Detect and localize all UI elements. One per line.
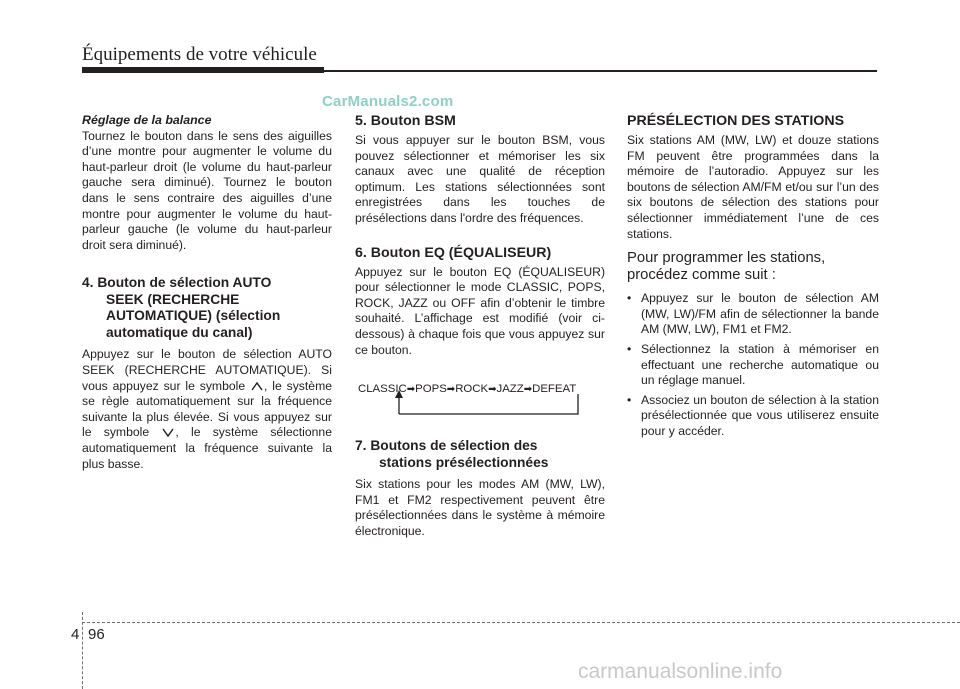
section-4-heading <box>82 275 332 341</box>
programming-steps-list <box>627 291 879 439</box>
watermark-bottom: carmanualsonline.info <box>578 660 783 683</box>
header-rule-thick <box>82 67 324 73</box>
list-item: • Appuyez sur le bouton de sélection AM (MW, LW)/FM afin de sélectionner la bande AM (MW, LW), FM1 et FM2. <box>627 291 879 338</box>
header-rule-thin <box>324 70 877 72</box>
list-item: • Sélectionnez la station à mémoriser en effectuant une recherche automatique ou un réglage manuel. <box>627 342 879 389</box>
section-7-heading-line2: stations présélectionnées <box>379 454 549 470</box>
watermark-top: CarManuals2.com <box>322 93 454 110</box>
section-5-heading: 5. Bouton BSM <box>355 113 456 129</box>
column-left <box>82 113 332 472</box>
footer-divider <box>82 612 83 689</box>
chevron-up-icon <box>250 381 264 391</box>
section-7-paragraph: Six stations pour les modes AM (MW, LW), FM1 et FM2 respectivement peuvent être présélectionnées dans le système à mémoire électronique. <box>355 477 605 538</box>
balance-paragraph: Tournez le bouton dans le sens des aiguilles d’une montre pour augmenter le volume du haut-parleur droit (le volume du haut-parleur gauche sera diminué). Tournez le bouton dans le sens contraire des aiguilles d’une montre pour augmenter le volume du haut-parleur gauche (le volume du haut-parleur droit sera diminué). <box>82 128 332 252</box>
section-4-heading-line3: AUTOMATIQUE) (sélection <box>106 308 281 324</box>
page-header-title: Équipements de votre véhicule <box>82 44 317 65</box>
eq-mode-jazz: JAZZ <box>496 383 524 396</box>
balance-subtitle: Réglage de la balance <box>82 113 212 127</box>
eq-mode-rock: ROCK <box>455 383 489 396</box>
list-item: • Associez un bouton de sélection à la station présélectionnée que vous utiliserez ensuite pour y accéder. <box>627 393 879 440</box>
section-7-heading <box>355 438 605 471</box>
section-4-text-c: , le système sélectionne automatiquement la fréquence suivante la plus basse. <box>82 425 332 471</box>
column-middle <box>355 113 605 540</box>
section-6-heading: 6. Bouton EQ (ÉQUALISEUR) <box>355 244 552 261</box>
section-4-heading-line4: automatique du canal) <box>106 324 253 340</box>
section-4-text-a: Appuyez sur le bouton de sélection AUTO SEEK (RECHERCHE AUTOMATIQUE). Si vous appuyez sur le symbole <box>82 347 332 393</box>
footer-rule <box>82 622 960 623</box>
eq-sequence <box>358 382 576 398</box>
column-right <box>627 113 879 444</box>
page-number: 96 <box>88 626 105 643</box>
chapter-number: 4 <box>71 626 80 643</box>
preset-section-heading: PRÉSÉLECTION DES STATIONS <box>627 113 845 129</box>
eq-mode-diagram <box>355 380 605 428</box>
section-5-paragraph: Si vous appuyer sur le bouton BSM, vous pouvez sélectionner et mémoriser les six canaux avec une qualité de réception optimum. Les stations sélectionnées sont enregistrées dans les touches de présélections dans l'ordre des fréquences. <box>355 133 605 225</box>
section-4-heading-line2: SEEK (RECHERCHE <box>106 291 240 307</box>
eq-mode-defeat: DEFEAT <box>532 383 577 396</box>
section-4-text-b: , le système se règle automatiquement sur la fréquence suivante la plus élevée. Si vous appuyez sur le symbole <box>82 378 332 440</box>
arrow-right-icon: ➡ <box>523 384 533 396</box>
programming-subheading: Pour programmer les stations, procédez comme suit : <box>627 250 826 284</box>
arrow-right-icon: ➡ <box>446 384 456 396</box>
section-4-heading-line1: 4. Bouton de sélection AUTO <box>82 275 272 291</box>
section-6-paragraph: Appuyez sur le bouton EQ (ÉQUALISEUR) pour sélectionner le mode CLASSIC, POPS, ROCK, JAZZ ou OFF afin d’obtenir le timbre souhaité. L’affichage est modifié (voir ci-dessous) à chaque fois que vous appuyez sur ce bouton. <box>355 264 605 357</box>
arrow-right-icon: ➡ <box>406 384 416 396</box>
chevron-down-icon <box>161 428 175 438</box>
preset-intro-paragraph: Six stations AM (MW, LW) et douze stations FM peuvent être programmées dans la mémoire de l’autoradio. Appuyez sur les boutons de sélection AM/FM et/ou sur l’un des six boutons de sélection des stations pour sélectionner immédiatement l’une de ces stations. <box>627 133 879 241</box>
section-7-heading-line1: 7. Boutons de sélection des <box>355 438 538 454</box>
eq-mode-pops: POPS <box>415 383 447 396</box>
section-4-paragraph <box>82 347 332 472</box>
eq-mode-classic: CLASSIC <box>358 383 407 396</box>
arrow-right-icon: ➡ <box>488 384 497 396</box>
